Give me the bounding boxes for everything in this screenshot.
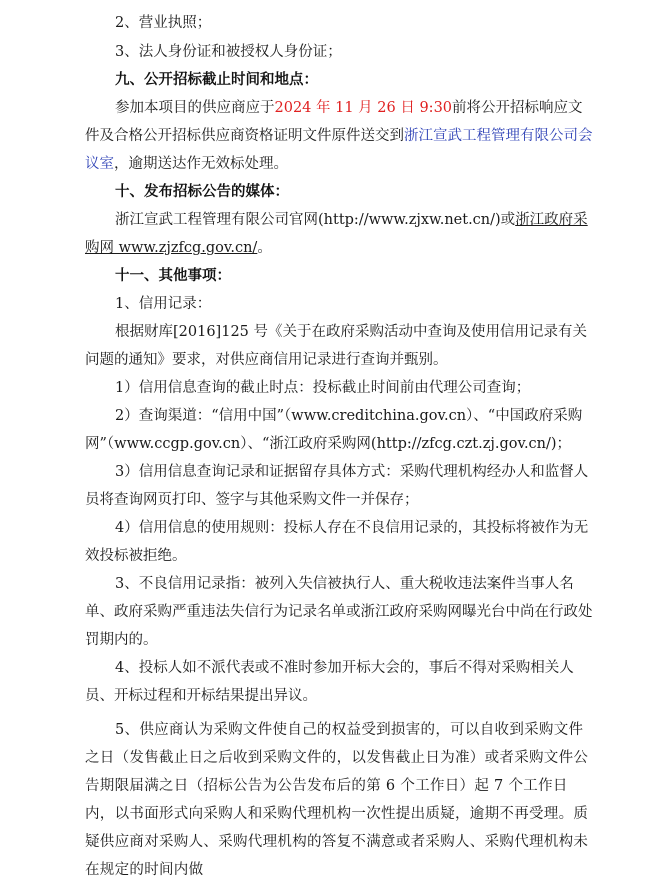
bid-location: 浙江宣武工程管理有限公司会议室 <box>85 128 593 172</box>
credit-record-title: 1、信用记录： <box>115 296 212 312</box>
zjzfcg-link[interactable]: 浙江政府采购网 www.zjzfcg.gov.cn/ <box>85 212 588 256</box>
section-10-heading: 十、发布招标公告的媒体： <box>115 183 289 200</box>
item-attendance: 4、投标人如不派代表或不准时参加开标大会的，事后不得对采购相关人员、开标过程和开标结果提出异议。 <box>85 660 574 704</box>
credit-rule-3: 3）信用信息查询记录和证据留存具体方式：采购代理机构经办人和监督人员将查询网页打印、签字与其他采购文件一并保存； <box>85 464 589 508</box>
section-11-heading: 十一、其他事项： <box>115 267 231 284</box>
credit-rule-1: 1）信用信息查询的截止时点：投标截止时间前由代理公司查询； <box>115 380 531 396</box>
section-10-body: 浙江宣武工程管理有限公司官网(http://www.zjxw.net.cn/)或浙江政府采购网 www.zjzfcg.gov.cn/。 <box>85 212 588 256</box>
deadline-time: 2024 年 11 月 26 日 9:30 <box>274 100 453 116</box>
item-id-card: 3、法人身份证和被授权人身份证； <box>115 44 342 60</box>
item-bad-credit: 3、不良信用记录指：被列入失信被执行人、重大税收违法案件当事人名单、政府采购严重违法失信行为记录名单或浙江政府采购网曝光台中尚在行政处罚期内的。 <box>85 576 593 648</box>
credit-record-basis: 根据财库[2016]125 号《关于在政府采购活动中查询及使用信用记录有关问题的通知》要求，对供应商信用记录进行查询并甄别。 <box>85 324 587 368</box>
credit-rule-2: 2）查询渠道：“信用中国”（www.creditchina.gov.cn）、“中国政府采购网”（www.ccgp.gov.cn）、“浙江政府采购网(http://zfcg.czt.zj.gov.cn/)； <box>85 408 583 452</box>
item-challenge: 5、供应商认为采购文件使自己的权益受到损害的，可以自收到采购文件之日（发售截止日之后收到采购文件的，以发售截止日为准）或者采购文件公告期限届满之日（招标公告为公告发布后的第 6 个工作日）起 7 个工作日内，以书面形式向采购人和采购代理机构一次性提出质疑，逾期不再受理。质疑供应商对采购人、采购代理机构的答复不满意或者采购人、采购代理机构未在规定的时间内做 <box>85 722 589 878</box>
section-9-body: 参加本项目的供应商应于2024 年 11 月 26 日 9:30前将公开招标响应文件及合格公开招标供应商资格证明文件原件送交到浙江宣武工程管理有限公司会议室，逾期送达作无效标处理。 <box>85 100 593 172</box>
section-9-heading: 九、公开招标截止时间和地点： <box>115 71 318 88</box>
credit-rule-4: 4）信用信息的使用规则：投标人存在不良信用记录的，其投标将被作为无效投标被拒绝。 <box>85 520 589 564</box>
item-business-license: 2、营业执照； <box>115 15 212 31</box>
